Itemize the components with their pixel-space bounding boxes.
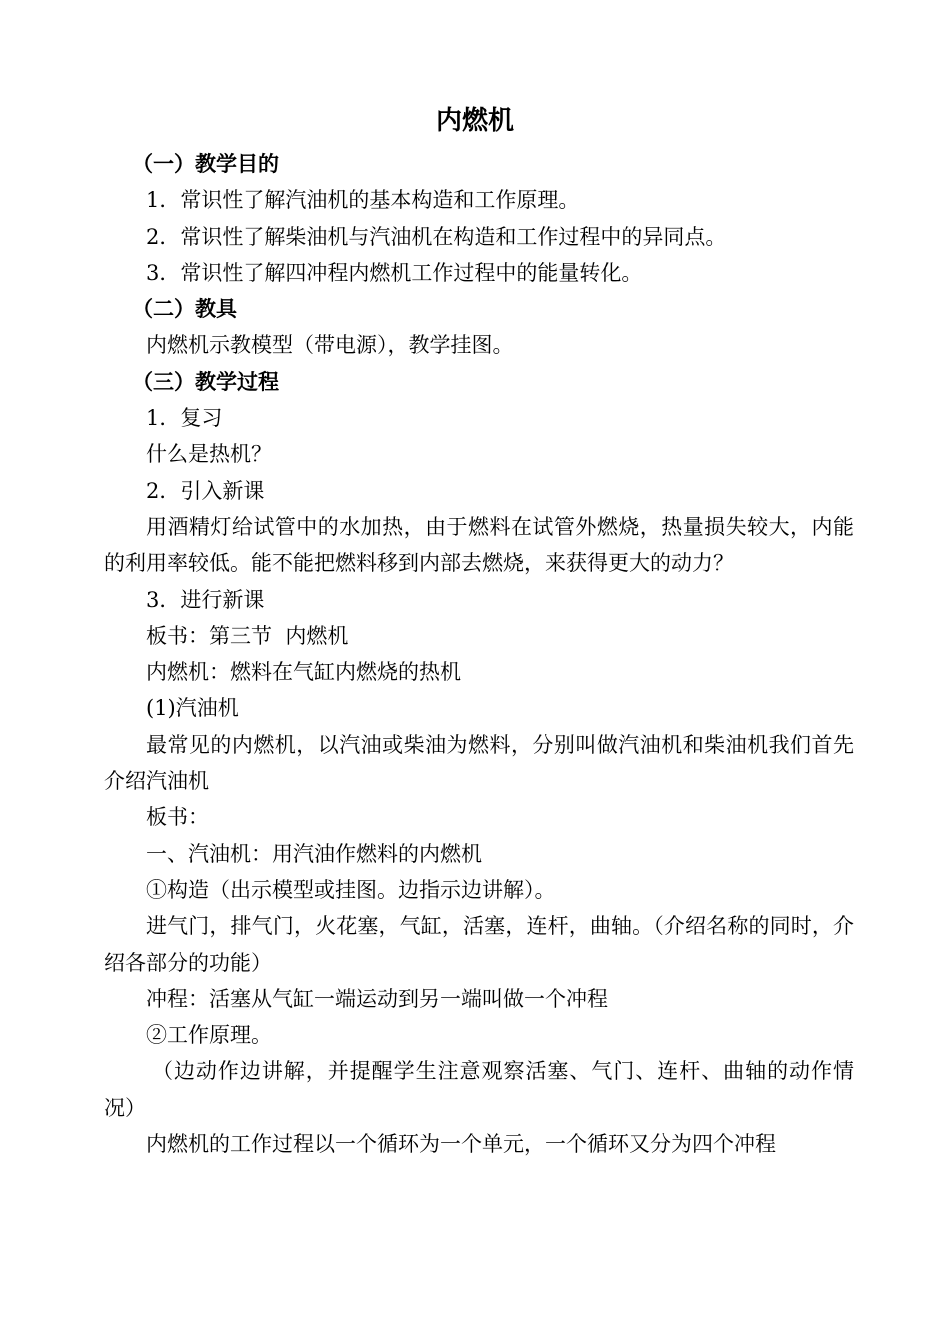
paragraph: 3．常识性了解四冲程内燃机工作过程中的能量转化。 [146, 260, 643, 285]
paragraph: 2．引入新课 [146, 478, 265, 503]
paragraph: （边动作边讲解，并提醒学生注意观察活塞、气门、连杆、曲轴的动作情况） [104, 1059, 854, 1120]
paragraph: (1)汽油机 [146, 696, 239, 721]
document-body [104, 146, 854, 1162]
paragraph: 最常见的内燃机，以汽油或柴油为燃料，分别叫做汽油机和柴油机我们首先介绍汽油机 [104, 732, 854, 794]
paragraph: 进气门，排气门，火花塞，气缸，活塞，连杆，曲轴。（介绍名称的同时，介绍各部分的功能） [104, 914, 854, 975]
paragraph: 内燃机：燃料在气缸内燃烧的热机 [146, 660, 461, 685]
paragraph: 板书：第三节 内燃机 [146, 623, 349, 648]
paragraph: ②工作原理。 [146, 1023, 272, 1048]
section-heading: （一）教学目的 [132, 152, 279, 176]
paragraph: 一、汽油机：用汽油作燃料的内燃机 [146, 841, 482, 866]
paragraph: 板书： [146, 805, 209, 830]
paragraph: 冲程：活塞从气缸一端运动到另一端叫做一个冲程 [146, 986, 608, 1011]
section-heading: （二）教具 [132, 297, 237, 322]
paragraph: 2．常识性了解柴油机与汽油机在构造和工作过程中的异同点。 [146, 224, 727, 249]
page-title: 内燃机 [435, 106, 514, 136]
paragraph: 3．进行新课 [146, 587, 265, 612]
paragraph: 内燃机示教模型（带电源），教学挂图。 [146, 333, 514, 358]
paragraph: 用酒精灯给试管中的水加热，由于燃料在试管外燃烧，热量损失较大，内能的利用率较低。能不能把燃料移到内部去燃烧，来获得更大的动力？ [104, 514, 854, 576]
section-heading: （三）教学过程 [132, 369, 279, 394]
paragraph: ①构造（出示模型或挂图。边指示边讲解）。 [146, 877, 556, 902]
paragraph: 什么是热机？ [146, 442, 272, 467]
paragraph: 内燃机的工作过程以一个循环为一个单元，一个循环又分为四个冲程 [146, 1132, 776, 1157]
paragraph: 1．常识性了解汽油机的基本构造和工作原理。 [146, 188, 580, 213]
paragraph: 1．复习 [146, 406, 223, 431]
